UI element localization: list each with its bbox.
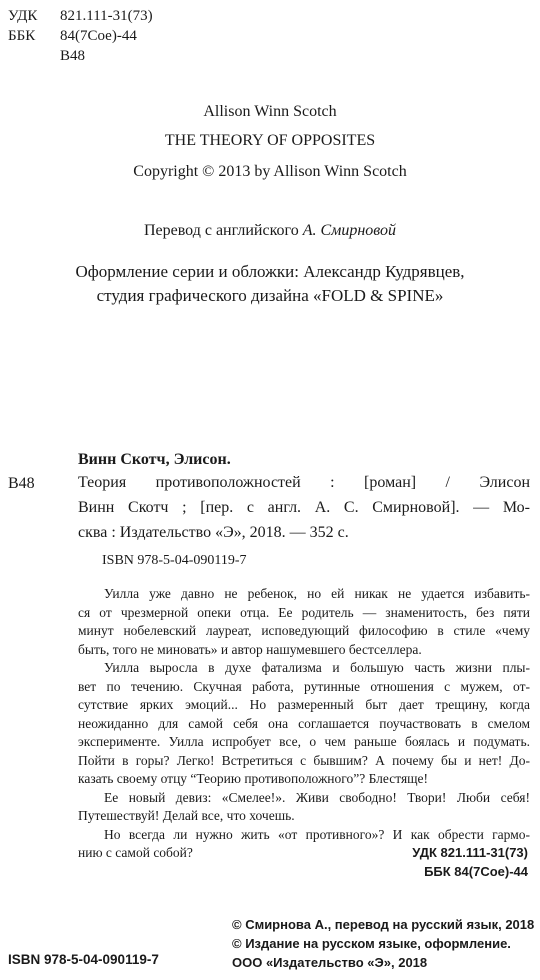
udk-value: 821.111-31(73)	[60, 8, 153, 24]
annotation-line: Уилла уже давно не ребенок, но ей никак не удается избавить-	[104, 586, 530, 601]
udk-label: УДК	[8, 8, 38, 24]
bottom-isbn: ISBN 978-5-04-090119-7	[8, 952, 159, 967]
annotation	[78, 585, 530, 863]
translation-prefix: Перевод с английского	[143, 222, 303, 239]
original-copyright: Copyright © 2013 by Allison Winn Scotch	[133, 163, 407, 180]
biblio-heading: Винн Скотч, Элисон.	[78, 451, 231, 468]
annotation-line: нию с самой собой?	[78, 845, 193, 860]
annotation-line: минут нобелевский лауреат, исповедующий философию в стиле «чему	[78, 623, 530, 638]
copyright-line-1: © Смирнова А., перевод на русский язык, 2018	[232, 917, 535, 932]
original-author: Allison Winn Scotch	[203, 103, 337, 120]
annotation-line: быть, того не миновать» и автор нашумевшего бестселлера.	[78, 641, 422, 657]
biblio-line-3: сква : Издательство «Э», 2018. — 352 с.	[78, 524, 349, 541]
annotation-line: сутствие ярких эмоций... Но размеренный быт дает трещину, когда	[78, 697, 530, 712]
design-credit-line-1: Оформление серии и обложки: Александр Кудрявцев,	[75, 262, 465, 281]
bottom-codes	[412, 843, 528, 881]
translation-credit	[0, 222, 540, 240]
annotation-line: Уилла выросла в духе фатализма и большую часть жизни плы-	[104, 660, 530, 675]
annotation-line: вет по течению. Скучная работа, рутинные отношения с мужем, от-	[78, 678, 530, 694]
copyright-block	[232, 915, 534, 972]
biblio-line-1: Теория противоположностей : [роман] / Элисон	[78, 474, 530, 491]
design-credit-line-2: студия графического дизайна «FOLD & SPINE»	[96, 286, 444, 305]
translator-name: А. Смирновой	[302, 222, 397, 239]
annotation-line: ся от чрезмерной опеки отца. Ее родитель — знаменитость, без пяти	[78, 604, 530, 620]
biblio-line-2: Винн Скотч ; [пер. с англ. А. С. Смирновой]. — Мо-	[78, 499, 530, 516]
annotation-line: Пойти в горы? Легко! Встретиться с бывшим? А почему бы и нет! До-	[78, 752, 530, 768]
biblio-mark: В48	[8, 475, 35, 492]
annotation-line: Путешествуй! Делай все, что хочешь.	[78, 808, 295, 823]
bottom-bbk: ББК 84(7Сое)-44	[424, 864, 528, 879]
copyright-line-2: © Издание на русском языке, оформление.	[232, 936, 511, 951]
bbk-label: ББК	[8, 28, 36, 44]
author-mark: В48	[60, 48, 86, 64]
annotation-line: эксперименте. Уилла испробует все, о чем раньше боялась и подумать.	[78, 734, 530, 749]
biblio-isbn: ISBN 978-5-04-090119-7	[102, 553, 247, 568]
copyright-line-3: ООО «Издательство «Э», 2018	[232, 955, 428, 970]
annotation-line: Но всегда ли нужно жить «от противного»? И как обрести гармо-	[104, 826, 530, 842]
biblio-record	[78, 470, 530, 545]
bottom-udk: УДК 821.111-31(73)	[412, 845, 528, 860]
annotation-line: Ее новый девиз: «Смелее!». Живи свободно! Твори! Люби себя!	[104, 789, 530, 805]
original-title: THE THEORY OF OPPOSITES	[164, 132, 376, 149]
annotation-line: неожиданно для самой себя она соглашается поучаствовать в смелом	[78, 715, 530, 731]
bbk-value: 84(7Сое)-44	[60, 28, 137, 44]
annotation-line: казать своему отцу “Теорию противоположного”? Блестяще!	[78, 771, 429, 786]
